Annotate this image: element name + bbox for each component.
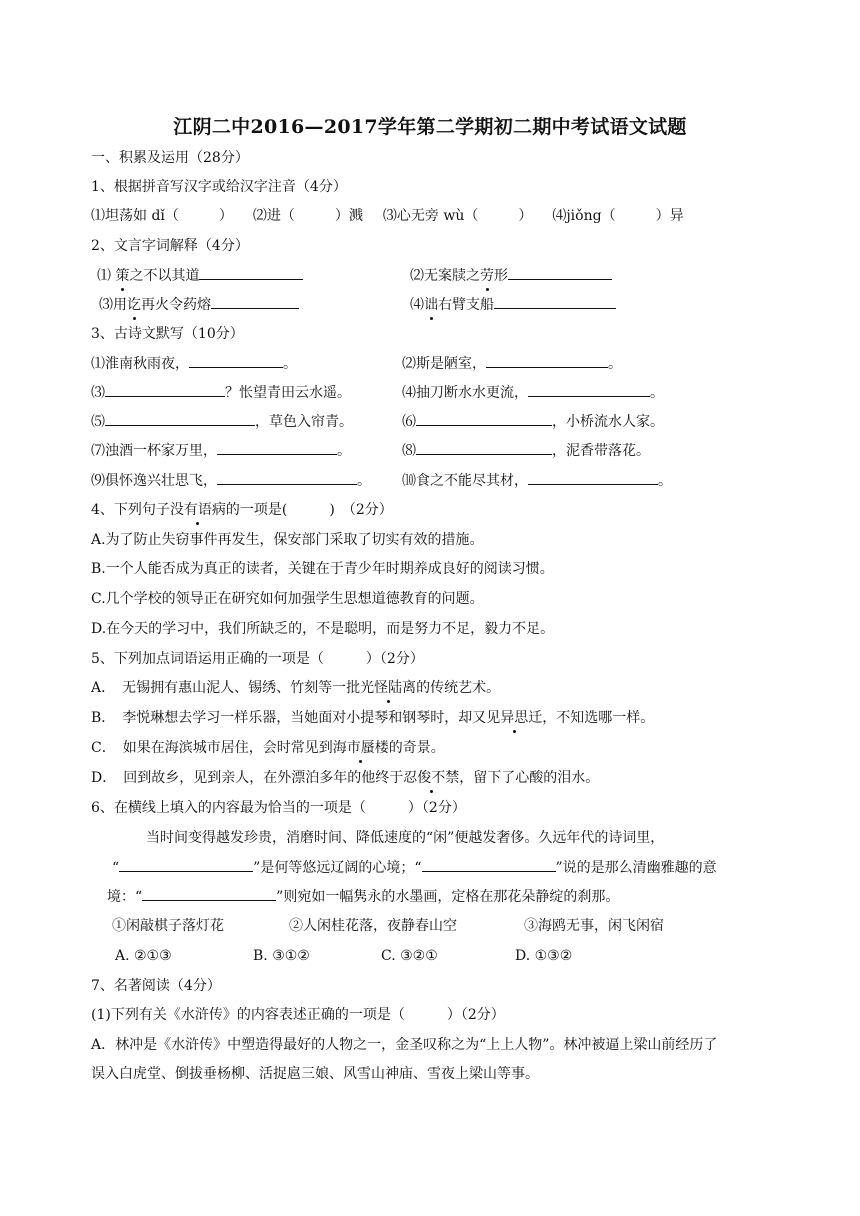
q6-option-d: D. ①③② <box>515 948 573 964</box>
answer-blank[interactable] <box>189 353 283 368</box>
q1-item-2: ⑵进（ <box>252 208 295 224</box>
q2-heading: 2、文言字词解释（4分） <box>91 238 249 254</box>
q4-option-b: B.一个人能否成为真正的读者，关键在于青少年时期养成良好的阅读习惯。 <box>91 561 554 577</box>
q5-option-a: A． 无锡拥有惠山泥人、锡绣、竹刻等一批光怪陆离的传统艺术。 <box>91 680 501 696</box>
q6-option-c: C. ③②① <box>381 948 438 964</box>
q7-heading: 7、名著阅读（4分） <box>91 978 221 994</box>
q3-row-2-left: ⑶ ？怅望青田云水遥。 <box>91 382 351 403</box>
q3-row-4-right: ⑻ ，泥香带落花。 <box>402 440 650 461</box>
answer-blank[interactable] <box>105 382 225 397</box>
answer-blank[interactable] <box>422 857 556 872</box>
q1-item-3: ⑶心无旁 wù（ <box>382 208 479 224</box>
q6-paragraph-3: 境：“ ”则宛如一幅隽永的水墨画，定格在那花朵静绽的刹那。 <box>107 886 619 907</box>
q7-option-a-line-1: A．林冲是《水浒传》中塑造得最好的人物之一，金圣叹称之为“上上人物”。林冲被逼上梁山前经历了 <box>91 1037 718 1053</box>
q6-option-b: B. ③①② <box>253 948 310 964</box>
answer-blank[interactable] <box>528 382 650 397</box>
section-heading: 一、积累及运用（28分） <box>91 150 249 166</box>
q4-option-d: D.在今天的学习中，我们所缺乏的，不是聪明，而是努力不足，毅力不足。 <box>91 621 555 637</box>
q3-row-1-left: ⑴淮南秋雨夜， 。 <box>91 353 297 374</box>
q6-choice-2: ②人闲桂花落，夜静春山空 <box>289 918 457 934</box>
q6-heading: 6、在横线上填入的内容最为恰当的一项是（ ）（2分） <box>91 800 466 816</box>
answer-blank[interactable] <box>494 294 616 309</box>
answer-blank[interactable] <box>199 265 303 280</box>
answer-blank[interactable] <box>508 265 612 280</box>
q6-choice-3: ③海鸥无事，闲飞闲宿 <box>524 918 664 934</box>
q3-row-1-right: ⑵斯是陋室， 。 <box>402 353 622 374</box>
answer-blank[interactable] <box>486 353 608 368</box>
answer-blank[interactable] <box>528 470 658 485</box>
q4-option-a: A.为了防止失窃事件再发生，保安部门采取了切实有效的措施。 <box>91 532 484 548</box>
q1-item-4: ⑷jiǒng（ <box>552 208 616 224</box>
answer-blank[interactable] <box>416 411 552 426</box>
q5-option-d: D． 回到故乡，见到亲人，在外漂泊多年的他终于忍俊不禁，留下了心酸的泪水。 <box>91 770 600 786</box>
q3-row-5-right: ⑽食之不能尽其材， 。 <box>402 470 672 491</box>
q4-option-c: C.几个学校的领导正在研究如何加强学生思想道德教育的问题。 <box>91 591 484 607</box>
answer-blank[interactable] <box>142 886 276 901</box>
q7-sub-question: (1)下列有关《水浒传》的内容表述正确的一项是（ ）（2分） <box>91 1007 505 1023</box>
q6-option-a: A. ②①③ <box>115 948 172 964</box>
q3-row-4-left: ⑺浊酒一杯家万里， 。 <box>91 440 351 461</box>
page-title: 江阴二中2016—2017学年第二学期初二期中考试语文试题 <box>173 116 687 138</box>
q2-item-2: ⑵无案牍之劳形 <box>410 265 612 286</box>
q3-heading: 3、古诗文默写（10分） <box>91 326 244 342</box>
q6-paragraph-2: “ ”是何等悠远辽阔的心境；“ ”说的是那么清幽雅趣的意 <box>112 857 717 878</box>
q3-row-2-right: ⑷抽刀断水水更流， 。 <box>402 382 664 403</box>
q6-choice-1: ①闲敲棋子落灯花 <box>112 918 224 934</box>
answer-blank[interactable] <box>217 440 337 455</box>
answer-blank[interactable] <box>105 411 255 426</box>
q5-heading: 5、下列加点词语运用正确的一项是（ ）（2分） <box>91 651 424 667</box>
answer-blank[interactable] <box>211 294 299 309</box>
q5-option-b: B． 李悦琳想去学习一样乐器，当她面对小提琴和钢琴时，却又见异思迁，不知选哪一样。 <box>91 710 655 726</box>
q3-row-3-left: ⑸ ，草色入帘青。 <box>91 411 353 432</box>
q3-row-3-right: ⑹ ，小桥流水人家。 <box>402 411 664 432</box>
q1-heading: 1、根据拼音写汉字或给汉字注音（4分） <box>91 179 347 195</box>
q1-item-1: ⑴坦荡如 dǐ（ <box>91 208 179 224</box>
q2-item-3: ⑶用讫再火令药熔 <box>99 294 299 315</box>
answer-blank[interactable] <box>416 440 552 455</box>
q5-option-c: C． 如果在海滨城市居住，会时常见到海市蜃楼的奇景。 <box>91 740 445 756</box>
answer-blank[interactable] <box>217 470 357 485</box>
answer-blank[interactable] <box>119 857 253 872</box>
q2-item-1: ⑴ 策之不以其道 <box>97 265 303 286</box>
q6-paragraph-1: 当时间变得越发珍贵，消磨时间、降低速度的“闲”便越发奢侈。久远年代的诗词里， <box>146 830 665 846</box>
q1-items: ⑴坦荡如 dǐ（ ） ⑵进（ ）溅 ⑶心无旁 wù（ ） ⑷jiǒng（ ）异 <box>91 208 684 224</box>
q3-row-5-left: ⑼俱怀逸兴壮思飞， 。 <box>91 470 371 491</box>
q4-heading: 4、下列句子没有语病的一项是( ) （2分） <box>91 502 393 518</box>
q2-item-4: ⑷诎右臂支船 <box>410 294 616 315</box>
q7-option-a-line-2: 误入白虎堂、倒拔垂杨柳、活捉扈三娘、风雪山神庙、雪夜上梁山等事。 <box>91 1066 539 1082</box>
